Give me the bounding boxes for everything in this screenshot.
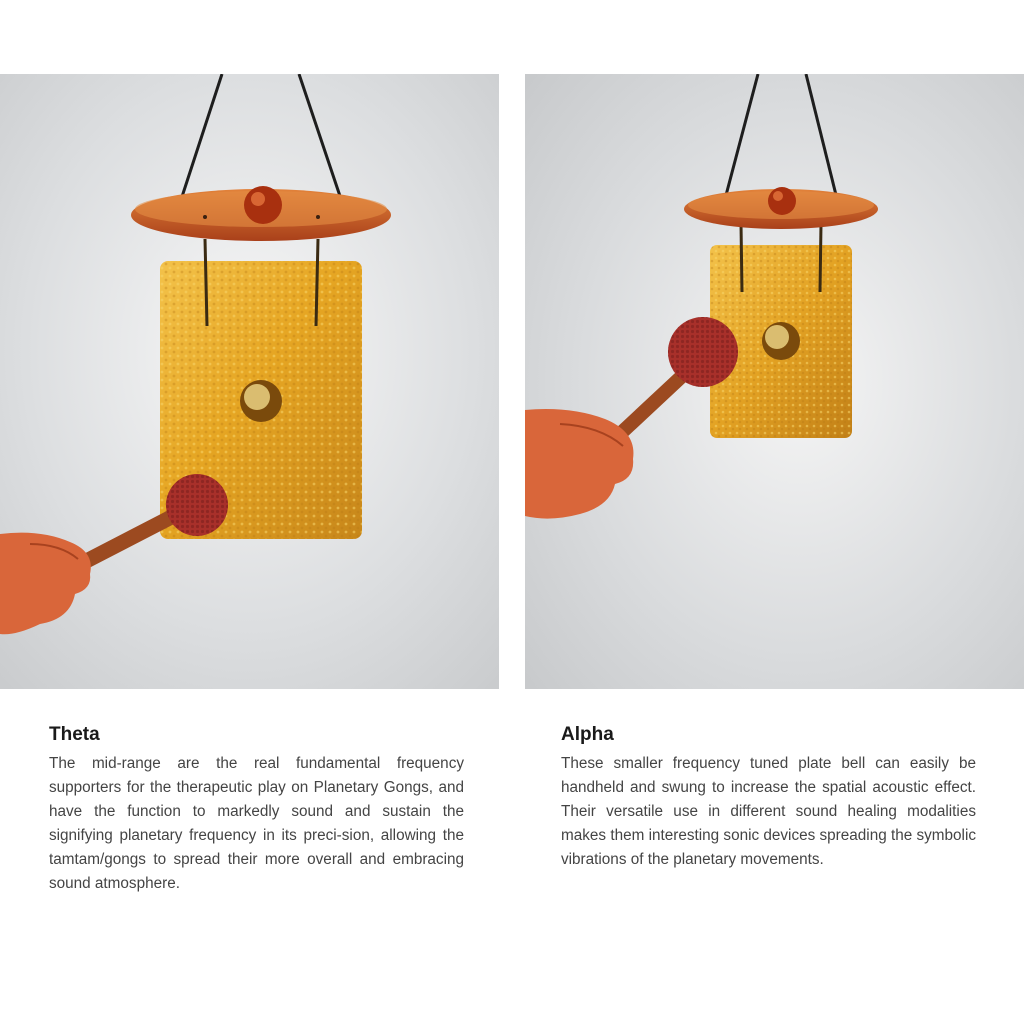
alpha-caption (561, 722, 976, 872)
theta-title: Theta (49, 724, 100, 745)
theta-description: The mid-range are the real fundamental frequency supporters for the therapeutic play on Planetary Gongs, and have the function to markedly sound and sustain the signifying planetary frequency in its preci-sion, allowing the tamtam/gongs to spread their more overall and embracing sound atmosphere. (49, 755, 464, 892)
theta-caption (49, 722, 464, 896)
alpha-description: These smaller frequency tuned plate bell can easily be handheld and swung to increase the spatial acoustic effect. Their versatile use in different sound healing modalities makes them interesting sonic devices spreading the symbolic vibrations of the planetary movements. (561, 755, 976, 868)
alpha-gong-illustration (525, 74, 1024, 689)
theta-gong-photo (0, 74, 499, 689)
alpha-gong-photo (525, 74, 1024, 689)
alpha-title: Alpha (561, 724, 614, 745)
theta-gong-illustration (0, 74, 499, 689)
